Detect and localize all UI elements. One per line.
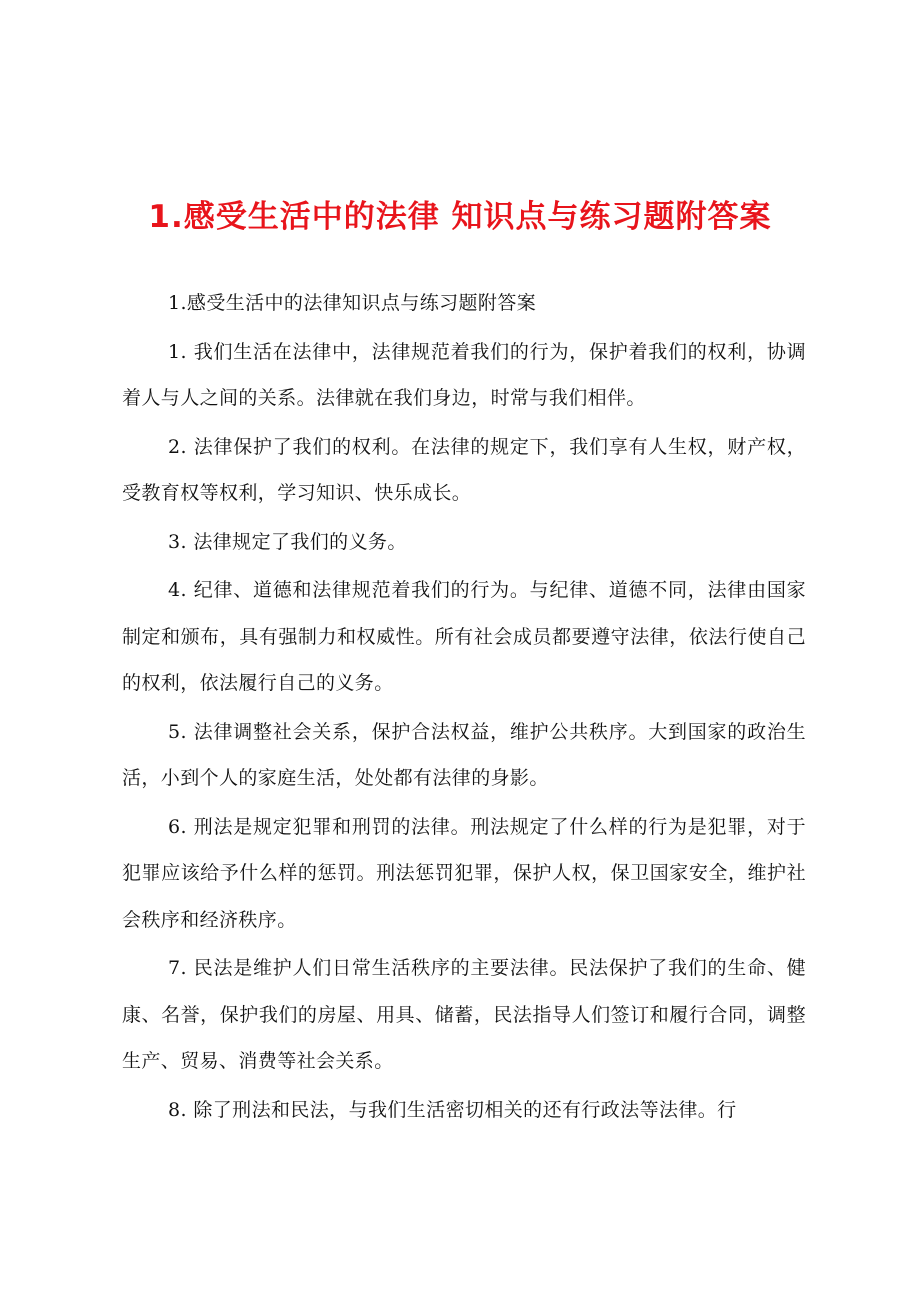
paragraph-8: 8. 除了刑法和民法，与我们生活密切相关的还有行政法等法律。行 (168, 1098, 737, 1121)
document-title: 1.感受生活中的法律 知识点与练习题附答案 (148, 199, 772, 235)
document-body (122, 280, 806, 1135)
subtitle-paragraph: 1.感受生活中的法律知识点与练习题附答案 (168, 292, 537, 314)
paragraph-6: 6. 刑法是规定犯罪和刑罚的法律。刑法规定了什么样的行为是犯罪，对于犯罪应该给予什么样的惩罚。刑法惩罚犯罪，保护人权，保卫国家安全，维护社会秩序和经济秩序。 (122, 815, 806, 931)
paragraph-7: 7. 民法是维护人们日常生活秩序的主要法律。民法保护了我们的生命、健康、名誉，保护我们的房屋、用具、储蓄，民法指导人们签订和履行合同，调整生产、贸易、消费等社会关系。 (122, 957, 806, 1072)
paragraph-3: 3. 法律规定了我们的义务。 (168, 530, 407, 553)
paragraph-1: 1. 我们生活在法律中，法律规范着我们的行为，保护着我们的权利，协调着人与人之间的关系。法律就在我们身边，时常与我们相伴。 (122, 340, 806, 409)
paragraph-2: 2. 法律保护了我们的权利。在法律的规定下，我们享有人生权，财产权，受教育权等权利，学习知识、快乐成长。 (122, 435, 806, 504)
paragraph-5: 5. 法律调整社会关系，保护合法权益，维护公共秩序。大到国家的政治生活，小到个人的家庭生活，处处都有法律的身影。 (122, 720, 806, 789)
paragraph-4: 4. 纪律、道德和法律规范着我们的行为。与纪律、道德不同，法律由国家制定和颁布，具有强制力和权威性。所有社会成员都要遵守法律，依法行使自己的权利，依法履行自己的义务。 (122, 579, 806, 694)
